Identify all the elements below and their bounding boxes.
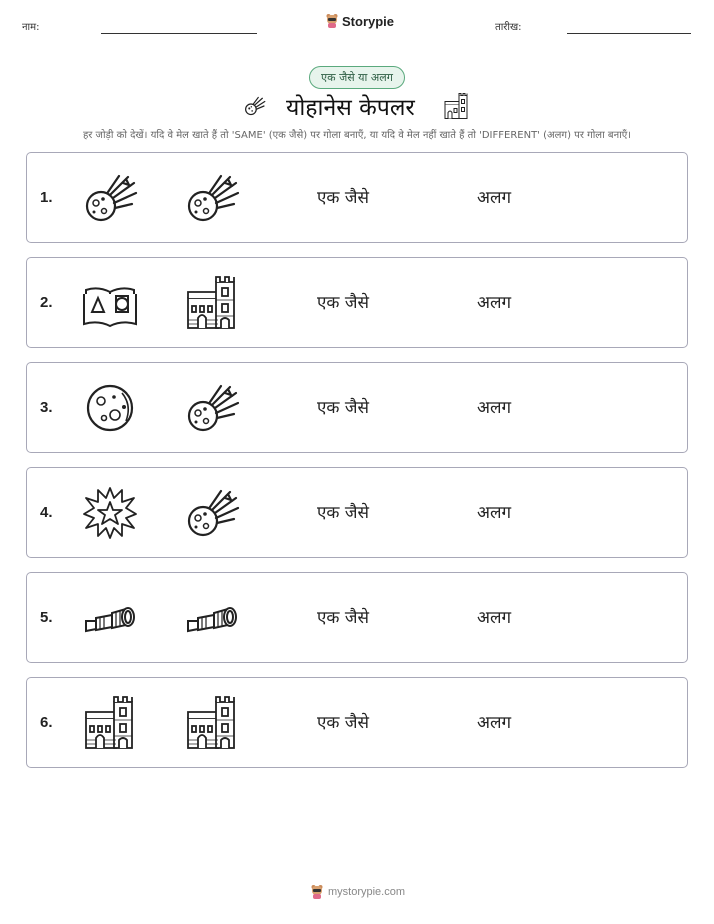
name-field[interactable] [101, 33, 257, 34]
castle-icon [184, 696, 240, 750]
row-number: 4. [40, 504, 53, 521]
exercise-row [26, 467, 688, 558]
badge-label: एक जैसे या अलग [321, 71, 393, 84]
comet-icon [241, 95, 269, 117]
option-different[interactable]: अलग [477, 713, 512, 733]
castle-icon [184, 276, 240, 330]
comet-icon [184, 381, 240, 435]
exercise-row [26, 677, 688, 768]
castle-icon [82, 696, 138, 750]
row-number: 6. [40, 714, 53, 731]
date-field[interactable] [567, 33, 691, 34]
brand-name: Storypie [342, 13, 395, 29]
option-same[interactable]: एक जैसे [317, 713, 369, 733]
worksheet-type-badge [309, 66, 405, 89]
option-different[interactable]: अलग [477, 398, 512, 418]
moon-icon [82, 381, 138, 435]
telescope-icon [82, 591, 138, 645]
row-number: 3. [40, 399, 53, 416]
brand-logo [325, 13, 394, 29]
page-title: योहानेस केपलर [286, 95, 415, 121]
row-number: 2. [40, 294, 53, 311]
name-label: नाम: [22, 22, 40, 33]
telescope-icon [184, 591, 240, 645]
mascot-icon [325, 13, 339, 29]
instructions: हर जोड़ी को देखें। यदि वे मेल खाते हैं तो 'SAME' (एक जैसे) पर गोला बनाएँ, या यदि वे मेल नहीं खाते हैं तो 'DIFFERENT' (अलग) पर गोला बनाएँ। [82, 130, 632, 141]
option-same[interactable]: एक जैसे [317, 188, 369, 208]
option-same[interactable]: एक जैसे [317, 503, 369, 523]
exercise-row [26, 362, 688, 453]
row-number: 1. [40, 189, 53, 206]
option-same[interactable]: एक जैसे [317, 398, 369, 418]
date-label: तारीख: [495, 22, 522, 33]
option-same[interactable]: एक जैसे [317, 293, 369, 313]
footer-url[interactable]: mystorypie.com [328, 886, 406, 898]
option-same[interactable]: एक जैसे [317, 608, 369, 628]
option-different[interactable]: अलग [477, 188, 512, 208]
sun-icon [82, 486, 138, 540]
row-number: 5. [40, 609, 53, 626]
book-icon [82, 276, 138, 330]
mascot-icon [310, 884, 324, 900]
footer [310, 884, 405, 900]
comet-icon [184, 171, 240, 225]
exercise-row [26, 257, 688, 348]
option-different[interactable]: अलग [477, 608, 512, 628]
comet-icon [184, 486, 240, 540]
exercise-row [26, 152, 688, 243]
option-different[interactable]: अलग [477, 503, 512, 523]
castle-icon [442, 92, 470, 120]
option-different[interactable]: अलग [477, 293, 512, 313]
comet-icon [82, 171, 138, 225]
exercise-row [26, 572, 688, 663]
